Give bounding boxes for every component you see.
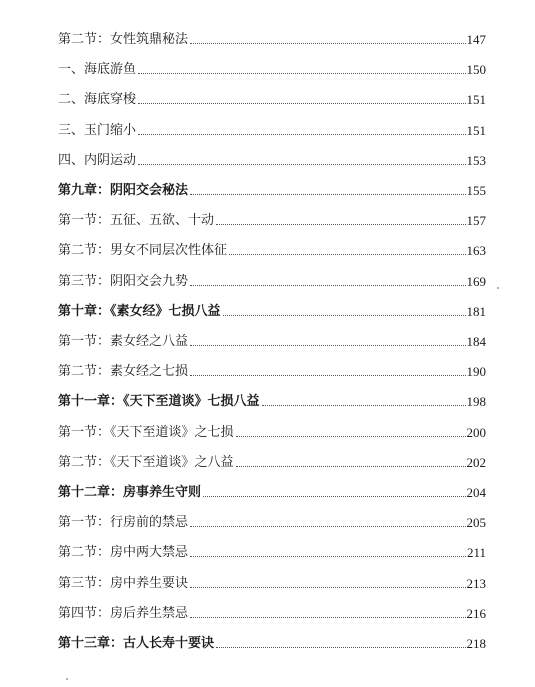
toc-section-entry (58, 541, 486, 561)
toc-section-entry (58, 239, 486, 259)
toc-entry-title: 二、海底穿梭 (58, 92, 137, 108)
toc-dot-leader (190, 526, 465, 527)
toc-entry-title: 第二节：房中两大禁忌 (58, 545, 189, 561)
toc-page-number: 216 (466, 605, 486, 621)
toc-page-number: 157 (466, 213, 486, 229)
toc-page-number: 204 (466, 485, 486, 500)
toc-chapter-entry (58, 632, 486, 652)
toc-section-entry (58, 511, 486, 531)
toc-entry-title: 第三节：房中养生要诀 (58, 575, 189, 591)
toc-page-number: 202 (466, 454, 486, 470)
toc-entry-title: 第一节：五征、五欲、十动 (58, 213, 215, 229)
scan-speck (497, 287, 499, 289)
toc-section-entry (58, 28, 486, 48)
toc-section-entry (58, 88, 486, 108)
toc-entry-title: 第二节：素女经之七损 (58, 364, 189, 380)
toc-page-number: 200 (466, 424, 486, 440)
toc-page-number: 198 (466, 394, 486, 410)
toc-dot-leader (190, 375, 465, 376)
toc-dot-leader (216, 647, 465, 648)
toc-entry-title: 第四节：房后养生禁忌 (58, 605, 189, 621)
toc-page-number: 190 (466, 364, 486, 380)
toc-page-number: 184 (466, 334, 486, 349)
toc-dot-leader (262, 405, 466, 406)
toc-entry-title: 第十三章：古人长寿十要诀 (58, 636, 215, 651)
toc-entry-title: 第一节：《天下至道谈》之七损 (58, 424, 234, 440)
toc-dot-leader (236, 436, 466, 437)
toc-entry-title: 第二节：女性筑鼎秘法 (58, 32, 189, 47)
toc-chapter-entry (58, 390, 486, 410)
toc-dot-leader (223, 315, 466, 316)
toc-chapter-entry (58, 300, 486, 320)
toc-page-number: 181 (466, 303, 486, 319)
toc-dot-leader (236, 466, 466, 467)
toc-dot-leader (190, 617, 465, 618)
toc-section-entry (58, 330, 486, 350)
toc-dot-leader (190, 285, 465, 286)
toc-dot-leader (138, 73, 465, 74)
toc-page-number: 218 (466, 636, 486, 651)
toc-entry-title: 三、玉门缩小 (58, 122, 137, 138)
toc-page-number: 205 (466, 515, 486, 531)
toc-dot-leader (190, 587, 465, 588)
toc-section-entry (58, 58, 486, 78)
toc-entry-title: 四、内阴运动 (58, 152, 137, 168)
toc-page-number: 151 (466, 92, 486, 108)
toc-section-entry (58, 209, 486, 229)
toc-section-entry (58, 421, 486, 441)
toc-entry-title: 第二节：男女不同层次性体征 (58, 243, 228, 259)
toc-page-number: 150 (466, 62, 486, 78)
toc-entry-title: 第十一章：《天下至道谈》七损八益 (58, 394, 260, 410)
toc-section-entry (58, 451, 486, 471)
toc-page-number: 169 (466, 273, 486, 289)
toc-entry-title: 第三节：阴阳交会九势 (58, 273, 189, 289)
toc-dot-leader (203, 496, 465, 497)
toc-dot-leader (190, 345, 465, 346)
toc-page-number: 147 (466, 32, 486, 47)
toc-dot-leader (229, 254, 465, 255)
toc-section-entry (58, 119, 486, 139)
toc-dot-leader (190, 556, 466, 557)
toc-entry-title: 第一节：素女经之八益 (58, 334, 189, 349)
toc-entry-title: 第九章：阴阳交会秘法 (58, 183, 189, 198)
toc-page-number: 213 (466, 575, 486, 591)
toc-dot-leader (190, 194, 465, 195)
toc-chapter-entry (58, 481, 486, 501)
toc-chapter-entry (58, 179, 486, 199)
scan-speck (66, 678, 68, 680)
toc-dot-leader (138, 134, 465, 135)
toc-section-entry (58, 149, 486, 169)
toc-page-number: 151 (466, 122, 486, 138)
toc-dot-leader (216, 224, 465, 225)
toc-entry-title: 第十章：《素女经》七损八益 (58, 303, 221, 319)
toc-entry-title: 第十二章：房事养生守则 (58, 485, 202, 500)
toc-dot-leader (190, 43, 465, 44)
toc-section-entry (58, 572, 486, 592)
toc-entry-title: 一、海底游鱼 (58, 62, 137, 78)
toc-page-number: 153 (466, 152, 486, 168)
toc-dot-leader (138, 103, 465, 104)
toc-dot-leader (138, 164, 465, 165)
toc-section-entry (58, 360, 486, 380)
toc-page-number: 211 (466, 545, 486, 561)
toc-page-number: 163 (466, 243, 486, 259)
toc-page-number: 155 (466, 183, 486, 198)
toc-entry-title: 第二节：《天下至道谈》之八益 (58, 454, 234, 470)
toc-section-entry (58, 270, 486, 290)
toc-entry-title: 第一节：行房前的禁忌 (58, 515, 189, 531)
toc-section-entry (58, 602, 486, 622)
